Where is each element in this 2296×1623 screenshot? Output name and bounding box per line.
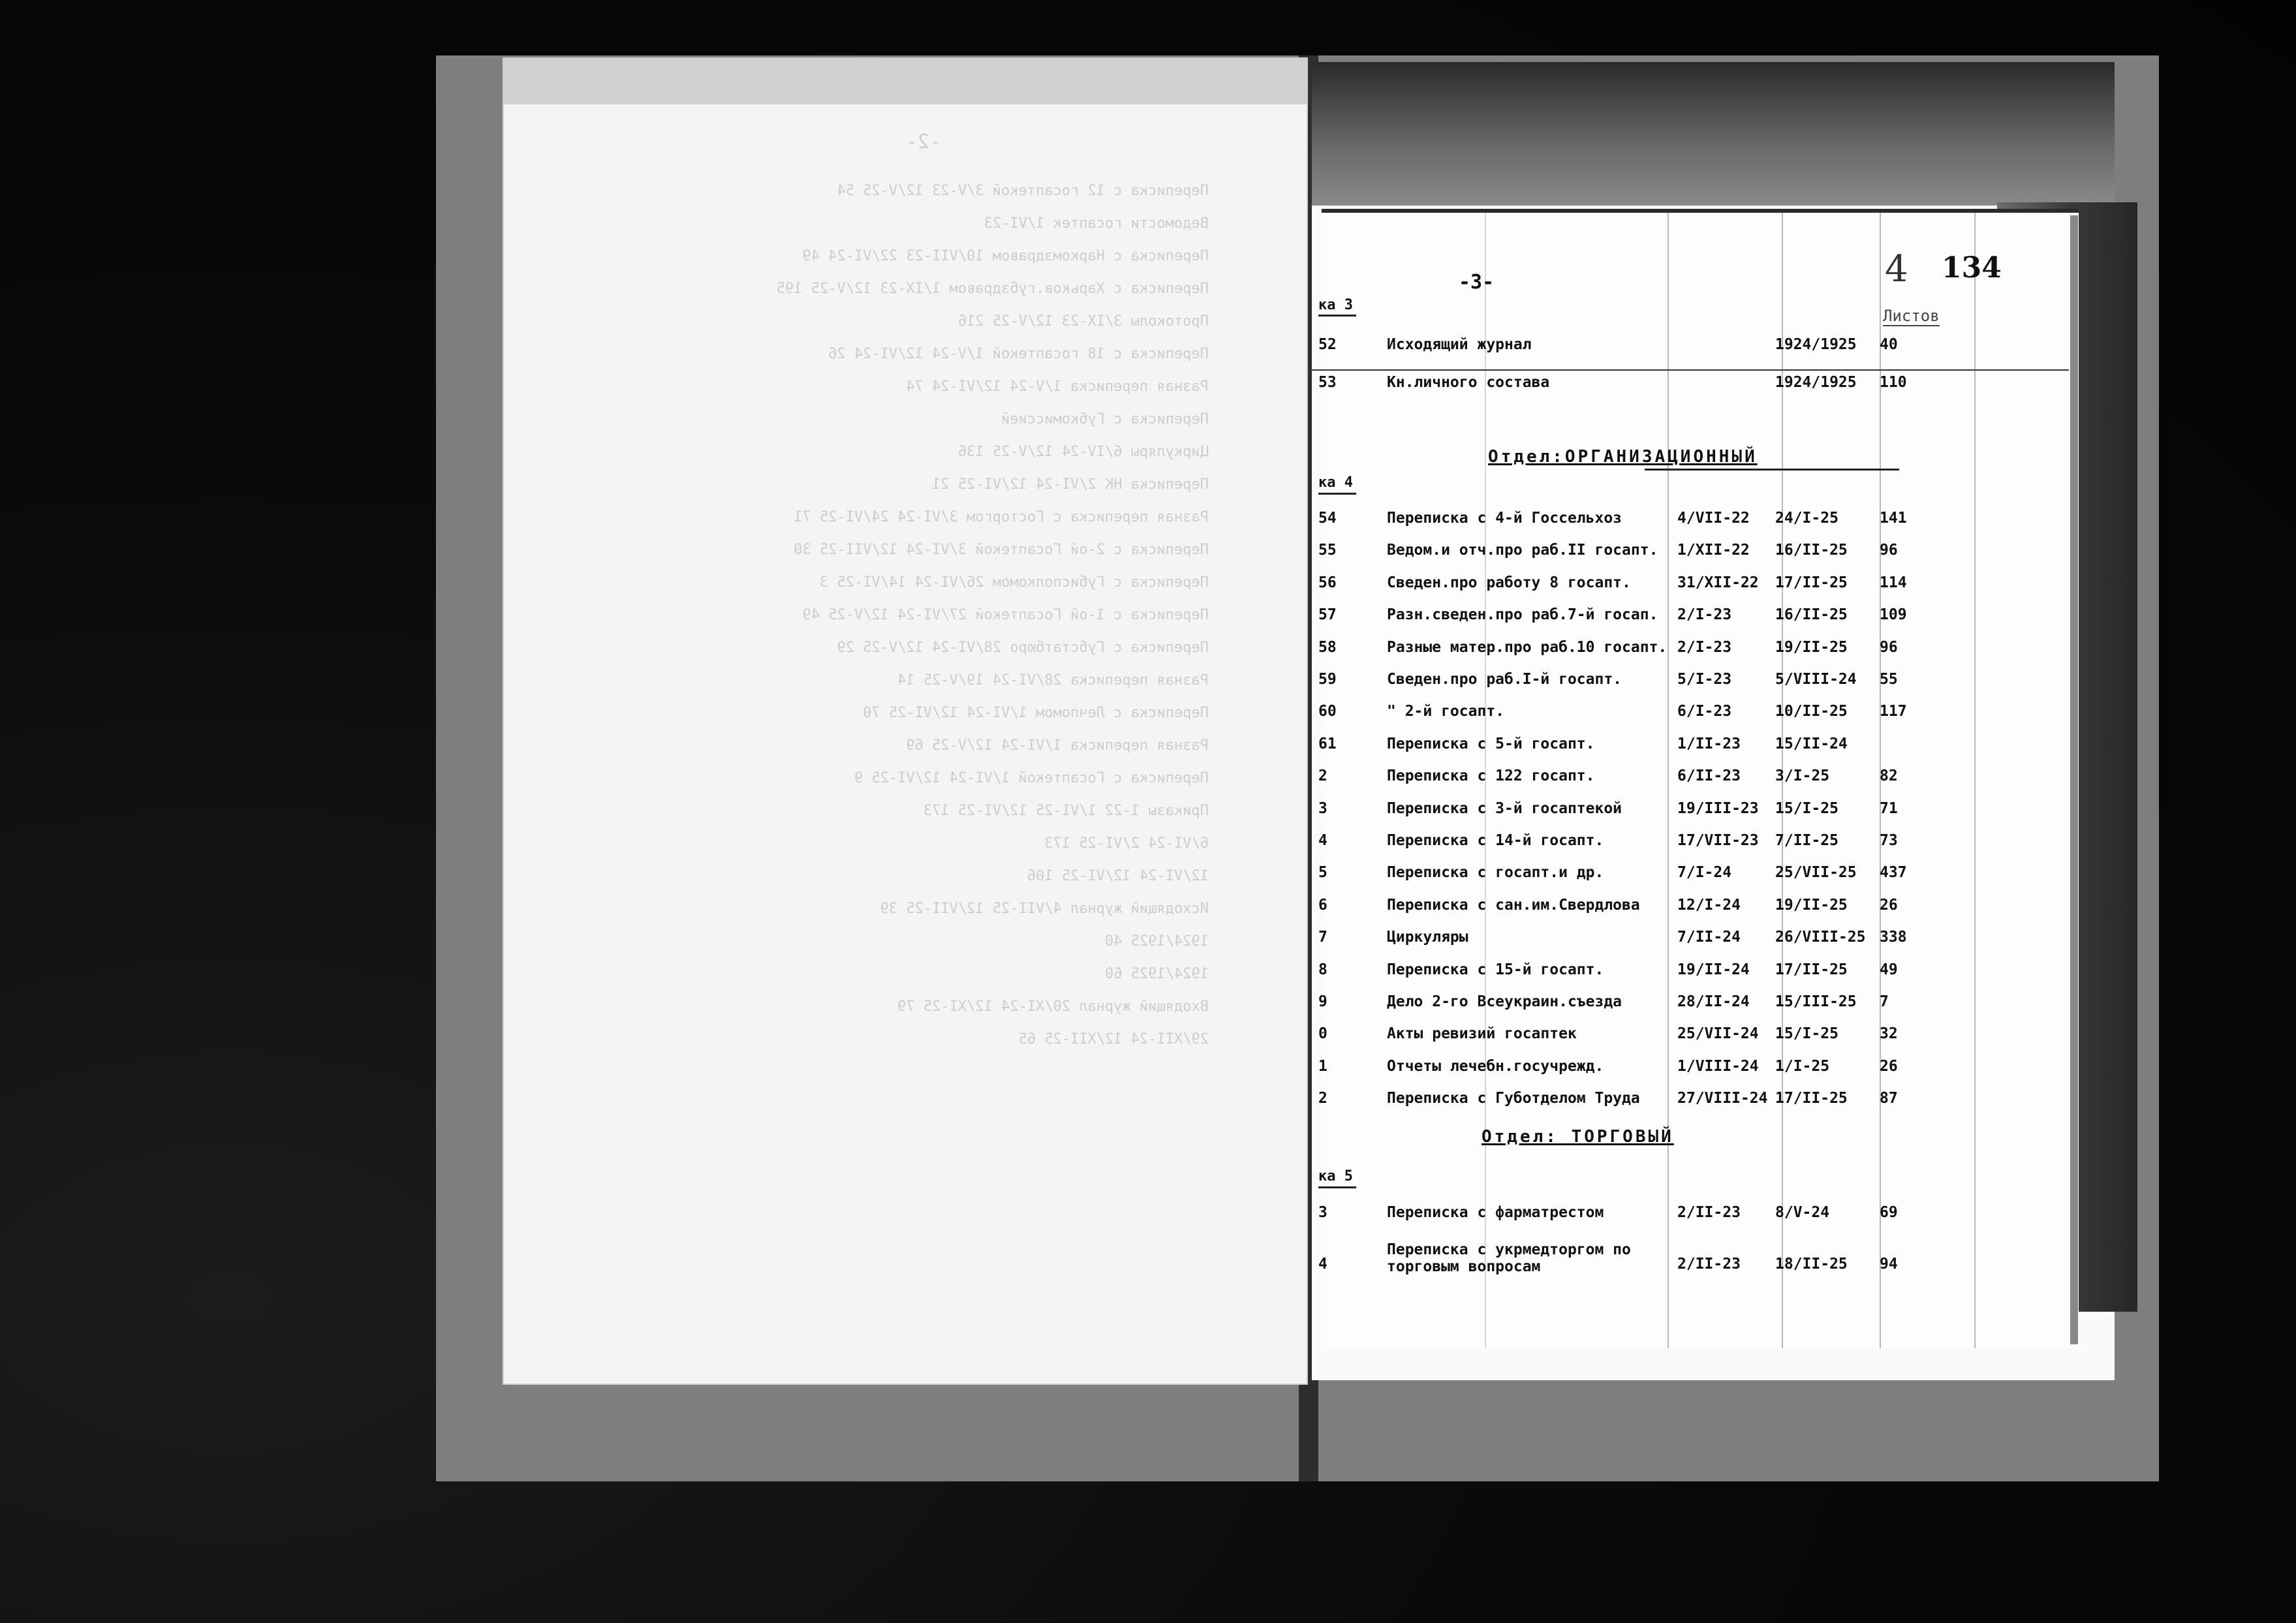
cell-num: 9 <box>1318 993 1327 1010</box>
ghost-line: Циркуляры 6/IV-24 12/V-25 136 <box>957 444 1209 460</box>
show-through-text <box>504 59 1307 1383</box>
cell-date1: 19/III-23 <box>1677 799 1759 817</box>
cell-date1: 2/I-23 <box>1677 638 1732 656</box>
cell-num: 55 <box>1318 542 1337 559</box>
cell-date2: 15/III-25 <box>1775 993 1857 1010</box>
cell-date1: 5/I-23 <box>1677 671 1732 688</box>
section-heading-trade: Отдел: ТОРГОВЫЙ <box>1482 1127 1674 1147</box>
cell-date2: 10/II-25 <box>1775 703 1848 720</box>
pencil-page-number: 4 <box>1885 248 1908 290</box>
ghost-line: Исходящий журнал 4/VII-25 12/VII-25 39 <box>880 901 1209 917</box>
ghost-line: Приказы 1-22 1/VI-25 12/VI-25 173 <box>923 803 1209 819</box>
ghost-line: Протоколы 3/IX-23 12/V-25 216 <box>957 313 1209 330</box>
cell-date2: 7/II-25 <box>1775 832 1838 849</box>
ghost-line: Переписка с 2-ой Госаптекой 3/VI-24 12/VII-25 30 <box>794 542 1209 558</box>
cell-date1: 31/XII-22 <box>1677 574 1759 591</box>
ghost-line: Входящий журнал 20/XI-24 12/XI-25 79 <box>897 998 1209 1015</box>
cell-num: 1 <box>1318 1057 1327 1075</box>
cell-num: 7 <box>1318 929 1327 946</box>
cell-date1: 2/I-23 <box>1677 606 1732 624</box>
section-heading-organizational: Отдел:ОРГАНИЗАЦИОННЫЙ <box>1488 447 1758 467</box>
right-page-shadow <box>1312 62 2115 206</box>
cell-date1: 1/VIII-24 <box>1677 1057 1759 1075</box>
sheets-column-header: Листов <box>1883 307 1940 325</box>
cell-title: Циркуляры <box>1387 929 1468 946</box>
cell-sheets: 141 <box>1880 510 1907 527</box>
cell-num: 3 <box>1318 799 1327 817</box>
cell-date2: 17/II-25 <box>1775 961 1848 978</box>
cell-title: Переписка с 15-й госапт. <box>1387 961 1604 978</box>
cell-date1: 17/VII-23 <box>1677 832 1759 849</box>
ghost-line: 12/VI-24 12/VI-25 106 <box>1027 868 1209 884</box>
ghost-line: Разная переписка 1/V-24 12/VI-24 74 <box>906 379 1209 395</box>
ghost-line: 1924/1925 40 <box>1105 933 1209 950</box>
cell-num: 60 <box>1318 703 1337 720</box>
table-rule <box>1312 369 2069 371</box>
cell-title: Переписка с 14-й госапт. <box>1387 832 1604 849</box>
cell-title-continued: торговым вопросам <box>1387 1258 1541 1275</box>
cell-sheets: 40 <box>1880 336 1898 353</box>
cell-date2: 8/V-24 <box>1775 1204 1830 1221</box>
ghost-line: Переписка с Госаптекой 1/VI-24 12/VI-25 9 <box>854 770 1209 786</box>
cell-date2: 15/I-25 <box>1775 1025 1838 1043</box>
cell-date2: 24/I-25 <box>1775 510 1838 527</box>
cell-num: 2 <box>1318 1090 1327 1107</box>
ghost-line: Переписка с Губстатбюро 28/VI-24 12/V-25 29 <box>837 640 1209 656</box>
cell-date1: 27/VIII-24 <box>1677 1090 1768 1107</box>
cell-date2: 25/VII-25 <box>1775 864 1857 882</box>
cell-sheets: 94 <box>1880 1256 1898 1273</box>
cell-title: Переписка с 5-й госапт. <box>1387 735 1595 752</box>
ghost-line: Переписка с 12 госаптекой 3/V-23 12/V-25 54 <box>837 183 1209 199</box>
cell-num: 58 <box>1318 638 1337 656</box>
cell-date1: 2/II-23 <box>1677 1204 1741 1221</box>
cell-title: Переписка с сан.им.Свердлова <box>1387 896 1640 914</box>
cell-sheets: 71 <box>1880 799 1898 817</box>
cell-title: " 2-й госапт. <box>1387 703 1505 720</box>
cell-date2: 15/II-24 <box>1775 735 1848 752</box>
cell-date1: 6/I-23 <box>1677 703 1732 720</box>
cell-date1: 1/II-23 <box>1677 735 1741 752</box>
cell-date2: 3/I-25 <box>1775 767 1830 785</box>
cell-date1: 6/II-23 <box>1677 767 1741 785</box>
cell-num: 4 <box>1318 832 1327 849</box>
ghost-line: Переписка с Лечпомом 1/VI-24 12/VI-25 70 <box>863 705 1209 721</box>
left-page <box>503 57 1308 1385</box>
cell-date2: 18/II-25 <box>1775 1256 1848 1273</box>
ghost-line: Переписка с 1-ой Госаптекой 27/VI-24 12/V-25 49 <box>802 607 1209 623</box>
cell-date2: 19/II-25 <box>1775 896 1848 914</box>
ghost-line: Разная переписка с Госторгом 3/VI-24 24/VI-25 71 <box>794 509 1209 525</box>
cell-sheets: 55 <box>1880 671 1898 688</box>
ghost-line: Переписка с Харьков.губздравом 1/IX-23 12/V-25 195 <box>776 281 1209 297</box>
cell-date1: 19/II-24 <box>1677 961 1750 978</box>
ghost-page-number: -2- <box>905 131 941 153</box>
cell-num: 53 <box>1318 374 1337 391</box>
ghost-line: Ведомости госаптек 1/VI-23 <box>984 215 1209 232</box>
cell-date2: 16/II-25 <box>1775 542 1848 559</box>
cell-sheets: 26 <box>1880 1057 1898 1075</box>
cell-num: 56 <box>1318 574 1337 591</box>
cell-title: Кн.личного состава <box>1387 374 1550 391</box>
cell-title: Переписка с Губотделом Труда <box>1387 1090 1640 1107</box>
cell-sheets: 96 <box>1880 542 1898 559</box>
cell-sheets: 117 <box>1880 703 1907 720</box>
cell-title: Сведен.про работу 8 госапт. <box>1387 574 1631 591</box>
stamped-page-number: 134 <box>1942 251 2002 285</box>
cell-num: 59 <box>1318 671 1337 688</box>
cell-sheets: 73 <box>1880 832 1898 849</box>
ghost-line: Переписка НК 2/VI-24 12/VI-25 21 <box>932 476 1209 493</box>
section-underline <box>1645 469 1899 471</box>
ghost-line: Переписка с 18 госаптекой 1/V-24 12/VI-24 26 <box>828 346 1209 362</box>
ghost-line: Переписка с Наркомздравом 10/VII-23 22/VI-24 49 <box>802 248 1209 264</box>
cell-title: Переписка с 4-й Госсельхоз <box>1387 510 1622 527</box>
cell-num: 5 <box>1318 864 1327 882</box>
cell-num: 57 <box>1318 606 1337 624</box>
ghost-line: Разная переписка 28/VI-24 19/V-25 14 <box>897 672 1209 688</box>
cell-date1: 28/II-24 <box>1677 993 1750 1010</box>
ghost-line: Разная переписка 1/VI-24 12/V-25 69 <box>906 737 1209 754</box>
cell-num: 3 <box>1318 1204 1327 1221</box>
ghost-line: 29/XII-24 12/XII-25 65 <box>1018 1031 1209 1047</box>
ghost-line: Переписка с Губкомиссией <box>1001 411 1209 427</box>
cell-num: 61 <box>1318 735 1337 752</box>
cell-date1: 25/VII-24 <box>1677 1025 1759 1043</box>
cell-num: 4 <box>1318 1256 1327 1273</box>
cell-title: Переписка с укрмедторгом по <box>1387 1241 1631 1258</box>
cell-date2: 1924/1925 <box>1775 336 1857 353</box>
cell-sheets: 7 <box>1880 993 1889 1010</box>
cell-sheets: 437 <box>1880 864 1907 882</box>
cell-title: Дело 2-го Всеукраин.съезда <box>1387 993 1622 1010</box>
cell-date1: 2/II-23 <box>1677 1256 1741 1273</box>
cell-date2: 15/I-25 <box>1775 799 1838 817</box>
cell-date2: 1/I-25 <box>1775 1057 1830 1075</box>
sheet-edge <box>2070 215 2078 1344</box>
cell-title: Разные матер.про раб.10 госапт. <box>1387 638 1668 656</box>
opis-underline <box>1318 493 1356 495</box>
cell-sheets: 109 <box>1880 606 1907 624</box>
cell-date2: 26/VIII-25 <box>1775 929 1866 946</box>
opis-label: ка 3 <box>1318 297 1353 313</box>
opis-label: ка 4 <box>1318 474 1353 491</box>
cell-sheets: 26 <box>1880 896 1898 914</box>
cell-title: Акты ревизий госаптек <box>1387 1025 1577 1043</box>
cell-sheets: 114 <box>1880 574 1907 591</box>
cell-date2: 1924/1925 <box>1775 374 1857 391</box>
page-header: -3- <box>1459 271 1495 294</box>
ghost-line: Переписка с Губисполкомом 26/VI-24 14/VI-25 3 <box>819 574 1209 591</box>
cell-num: 54 <box>1318 510 1337 527</box>
cell-title: Сведен.про раб.I-й госапт. <box>1387 671 1622 688</box>
cell-date1: 7/II-24 <box>1677 929 1741 946</box>
cell-sheets: 87 <box>1880 1090 1898 1107</box>
cell-title: Исходящий журнал <box>1387 336 1532 353</box>
cell-date2: 5/VIII-24 <box>1775 671 1857 688</box>
cell-title: Переписка с 122 госапт. <box>1387 767 1595 785</box>
ghost-line: 1924/1925 60 <box>1105 966 1209 982</box>
cell-num: 52 <box>1318 336 1337 353</box>
cell-sheets: 49 <box>1880 961 1898 978</box>
cell-date2: 16/II-25 <box>1775 606 1848 624</box>
opis-underline <box>1318 1186 1356 1188</box>
cell-title: Переписка с 3-й госаптекой <box>1387 799 1622 817</box>
grid-line <box>1974 213 1976 1348</box>
cell-sheets: 110 <box>1880 374 1907 391</box>
grid-line <box>1668 213 1669 1348</box>
cell-title: Ведом.и отч.про раб.II госапт. <box>1387 542 1658 559</box>
cell-num: 8 <box>1318 961 1327 978</box>
cell-title: Переписка с фарматрестом <box>1387 1204 1604 1221</box>
cell-sheets: 69 <box>1880 1204 1898 1221</box>
cell-title: Переписка с госапт.и др. <box>1387 864 1604 882</box>
cell-date2: 17/II-25 <box>1775 1090 1848 1107</box>
ghost-line: 6/VI-24 2/VI-25 173 <box>1044 835 1209 852</box>
cell-title: Отчеты лечебн.госучрежд. <box>1387 1057 1604 1075</box>
cell-date1: 7/I-24 <box>1677 864 1732 882</box>
cell-sheets: 82 <box>1880 767 1898 785</box>
cell-num: 2 <box>1318 767 1327 785</box>
cell-sheets: 96 <box>1880 638 1898 656</box>
cell-date2: 17/II-25 <box>1775 574 1848 591</box>
cell-date1: 12/I-24 <box>1677 896 1741 914</box>
opis-label: ка 5 <box>1318 1168 1353 1184</box>
cell-num: 6 <box>1318 896 1327 914</box>
cell-num: 0 <box>1318 1025 1327 1043</box>
cell-sheets: 32 <box>1880 1025 1898 1043</box>
cell-date1: 1/XII-22 <box>1677 542 1750 559</box>
cell-title: Разн.сведен.про раб.7-й госап. <box>1387 606 1658 624</box>
cell-sheets: 338 <box>1880 929 1907 946</box>
cell-date2: 19/II-25 <box>1775 638 1848 656</box>
opis-underline <box>1318 315 1356 317</box>
cell-date1: 4/VII-22 <box>1677 510 1750 527</box>
